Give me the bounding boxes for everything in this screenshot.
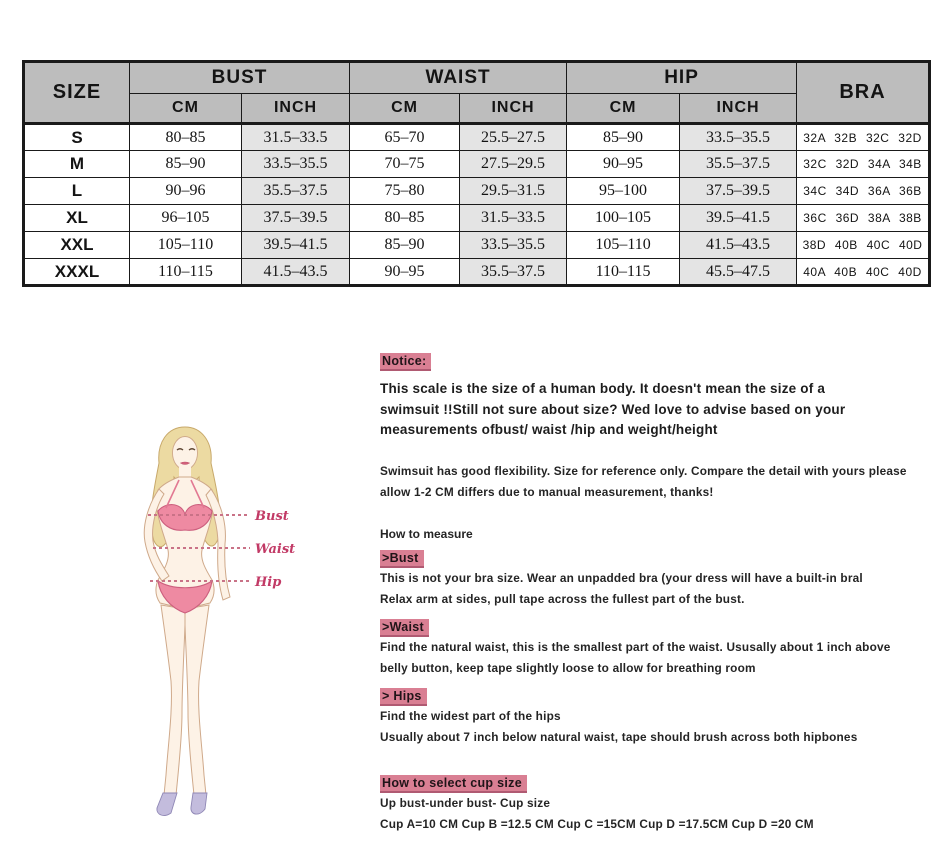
bust-inch-value: 35.5–37.5 [242,178,350,205]
flexibility-text-line: Swimsuit has good flexibility. Size for reference only. Compare the detail with yours please [380,463,907,478]
cup-text-line: Up bust-under bust- Cup size [380,795,551,810]
right-leg-shape [185,605,209,795]
header-waist: WAIST [350,62,567,94]
hip-cm-value: 90–95 [567,151,680,178]
notice-text-line: swimsuit !!Still not sure about size? Wed love to advise based on your [380,401,846,417]
bust-inch-value: 31.5–33.5 [242,124,350,151]
left-shoe-shape [157,793,177,815]
size-value: M [24,151,130,178]
bust-inch-value: 37.5–39.5 [242,205,350,232]
waist-inch-value: 27.5–29.5 [460,151,567,178]
hips-text-line: Find the widest part of the hips [380,708,561,723]
hip-inch-value: 41.5–43.5 [680,232,797,259]
table-row [24,178,930,205]
bust-label: Bust [255,509,289,524]
header-hip-inch: INCH [680,94,797,124]
waist-inch-value: 29.5–31.5 [460,178,567,205]
bra-value: 36C 36D 38A 38B [797,205,930,232]
size-value: S [24,124,130,151]
header-bra: BRA [797,62,930,124]
bust-cm-value: 90–96 [130,178,242,205]
measurement-figure [95,423,335,828]
waist-cm-value: 90–95 [350,259,460,286]
hip-cm-value: 100–105 [567,205,680,232]
header-hip: HIP [567,62,797,94]
header-bust-inch: INCH [242,94,350,124]
hip-cm-value: 85–90 [567,124,680,151]
bra-value: 38D 40B 40C 40D [797,232,930,259]
waist-cm-value: 80–85 [350,205,460,232]
hip-cm-value: 110–115 [567,259,680,286]
hip-inch-value: 45.5–47.5 [680,259,797,286]
woman-sketch-illustration [95,423,335,828]
hip-inch-value: 33.5–35.5 [680,124,797,151]
hips-text-line: Usually about 7 inch below natural waist, tape should brush across both hipbones [380,729,858,744]
size-value: L [24,178,130,205]
header-waist-cm: CM [350,94,460,124]
bust-cm-value: 80–85 [130,124,242,151]
hip-inch-value: 35.5–37.5 [680,151,797,178]
waist-text-line: Find the natural waist, this is the smallest part of the waist. Ususally about 1 inch above [380,639,891,654]
bra-value: 34C 34D 36A 36B [797,178,930,205]
header-size: SIZE [24,62,130,124]
waist-cm-value: 65–70 [350,124,460,151]
waist-inch-value: 31.5–33.5 [460,205,567,232]
table-row [24,232,930,259]
waist-inch-value: 33.5–35.5 [460,232,567,259]
bra-value: 32A 32B 32C 32D [797,124,930,151]
table-row [24,205,930,232]
hip-label: Hip [255,575,282,590]
bust-inch-value: 41.5–43.5 [242,259,350,286]
waist-inch-value: 25.5–27.5 [460,124,567,151]
waist-label: Waist [255,542,296,557]
size-value: XXL [24,232,130,259]
table-header [24,62,930,124]
how-to-measure-heading: How to measure [380,526,473,541]
left-leg-shape [161,605,185,795]
bust-text-line: Relax arm at sides, pull tape across the fullest part of the bust. [380,591,745,606]
size-value: XXXL [24,259,130,286]
waist-inch-value: 35.5–37.5 [460,259,567,286]
notice-text-line: This scale is the size of a human body. It doesn't mean the size of a [380,381,826,396]
waist-text-line: belly button, keep tape slightly loose to allow for breathing room [380,660,756,675]
hip-cm-value: 105–110 [567,232,680,259]
bust-inch-value: 33.5–35.5 [242,151,350,178]
notice-heading: Notice: [380,353,431,371]
hip-inch-value: 37.5–39.5 [680,178,797,205]
hip-inch-value: 39.5–41.5 [680,205,797,232]
waist-section-heading: >Waist [380,619,429,637]
size-value: XL [24,205,130,232]
waist-cm-value: 70–75 [350,151,460,178]
bust-cm-value: 85–90 [130,151,242,178]
bust-cm-value: 105–110 [130,232,242,259]
table-row [24,124,930,151]
bra-value: 32C 32D 34A 34B [797,151,930,178]
size-chart-table [22,60,931,287]
table-row [24,259,930,286]
hips-section-heading: > Hips [380,688,427,706]
bust-text-line: This is not your bra size. Wear an unpadded bra (your dress will have a built-in bral [380,570,863,585]
right-shoe-shape [191,793,207,814]
cup-text-line: Cup A=10 CM Cup B =12.5 CM Cup C =15CM Cup D =17.5CM Cup D =20 CM [380,816,814,831]
bust-inch-value: 39.5–41.5 [242,232,350,259]
header-bust-cm: CM [130,94,242,124]
bust-section-heading: >Bust [380,550,424,568]
header-waist-inch: INCH [460,94,567,124]
bust-cm-value: 96–105 [130,205,242,232]
header-hip-cm: CM [567,94,680,124]
measurement-notes [380,352,932,835]
waist-cm-value: 75–80 [350,178,460,205]
waist-cm-value: 85–90 [350,232,460,259]
bra-value: 40A 40B 40C 40D [797,259,930,286]
cup-size-heading: How to select cup size [380,775,527,793]
table-row [24,151,930,178]
flexibility-text-line: allow 1-2 CM differs due to manual measurement, thanks! [380,484,714,499]
notice-text-line: measurements ofbust/ waist /hip and weight/height [380,422,718,437]
hip-cm-value: 95–100 [567,178,680,205]
header-bust: BUST [130,62,350,94]
bust-cm-value: 110–115 [130,259,242,286]
